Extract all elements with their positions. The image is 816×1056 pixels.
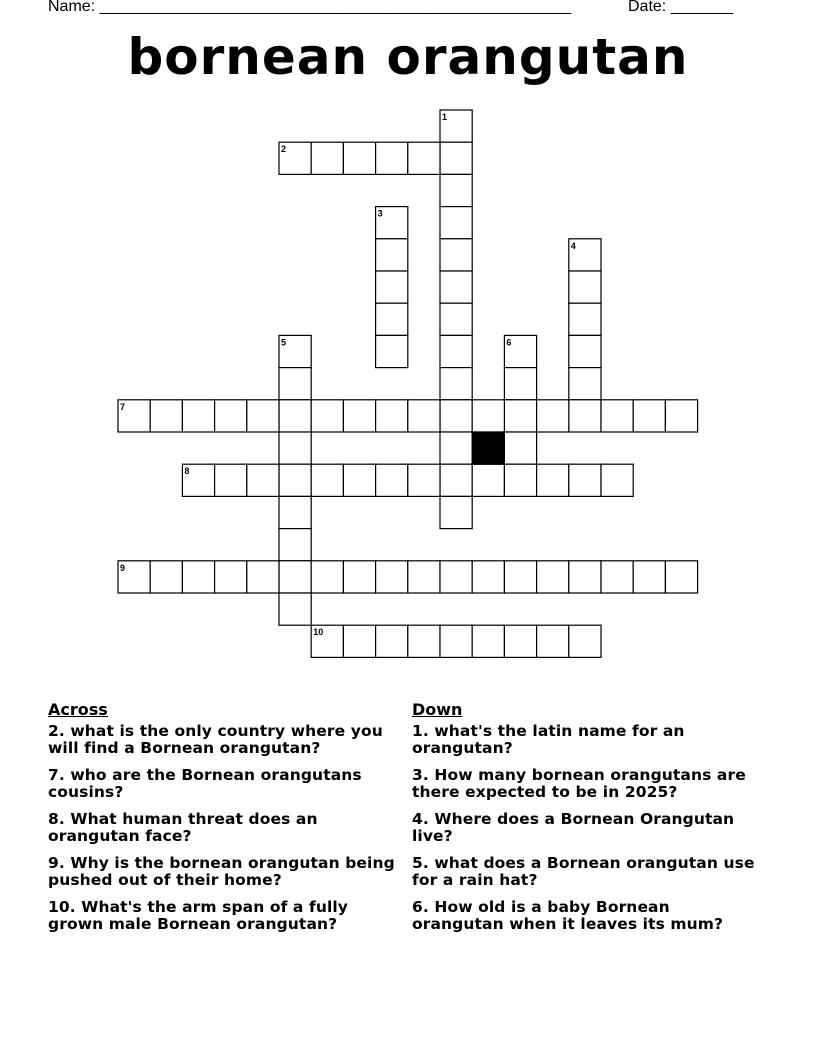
grid-cell[interactable] xyxy=(311,561,343,593)
clue-text: what is the only country where you will find a Bornean orangutan? xyxy=(48,722,383,757)
grid-cell[interactable] xyxy=(376,335,408,367)
grid-cell[interactable] xyxy=(537,625,569,657)
clue-across-7 xyxy=(48,767,398,801)
grid-cell[interactable] xyxy=(504,400,536,432)
clue-number: 1. xyxy=(412,722,429,740)
grid-cell[interactable] xyxy=(408,400,440,432)
clue-text: What's the arm span of a fully grown male Bornean orangutan? xyxy=(48,898,348,933)
clue-down-4 xyxy=(412,811,762,845)
clue-text: what's the latin name for an orangutan? xyxy=(412,722,685,757)
across-clues xyxy=(48,700,398,943)
grid-cell[interactable] xyxy=(665,561,697,593)
grid-cell[interactable] xyxy=(343,142,375,174)
grid-cell[interactable] xyxy=(215,464,247,496)
grid-cell[interactable] xyxy=(569,400,601,432)
header xyxy=(48,0,768,20)
clue-number-5: 5 xyxy=(281,337,287,348)
clue-across-10 xyxy=(48,899,398,933)
grid-cell[interactable] xyxy=(537,561,569,593)
grid-cell[interactable] xyxy=(311,464,343,496)
grid-cell[interactable] xyxy=(408,561,440,593)
grid-cell[interactable] xyxy=(569,271,601,303)
grid-cell[interactable] xyxy=(150,400,182,432)
clue-number-6: 6 xyxy=(506,337,512,348)
clue-number-1: 1 xyxy=(442,112,448,122)
grid-cell[interactable] xyxy=(311,142,343,174)
grid-cell[interactable] xyxy=(376,142,408,174)
clue-number: 3. xyxy=(412,766,429,784)
grid-cell[interactable] xyxy=(408,625,440,657)
grid-cell[interactable] xyxy=(440,625,472,657)
clue-text: Where does a Bornean Orangutan live? xyxy=(412,810,735,845)
grid-cell[interactable] xyxy=(504,368,536,400)
grid-cell[interactable] xyxy=(408,464,440,496)
grid-cell[interactable] xyxy=(504,335,536,367)
grid-cell[interactable] xyxy=(118,400,150,432)
grid-cell[interactable] xyxy=(440,174,472,206)
grid-cell[interactable] xyxy=(343,464,375,496)
grid-cell[interactable] xyxy=(118,561,150,593)
grid-cell[interactable] xyxy=(472,400,504,432)
grid-cell[interactable] xyxy=(569,303,601,335)
grid-cell[interactable] xyxy=(279,142,311,174)
grid-cell[interactable] xyxy=(440,303,472,335)
grid-cell[interactable] xyxy=(504,625,536,657)
clue-across-2 xyxy=(48,723,398,757)
grid-cell[interactable] xyxy=(247,561,279,593)
grid-cell[interactable] xyxy=(182,400,214,432)
grid-cell[interactable] xyxy=(279,432,311,464)
grid-cell[interactable] xyxy=(376,464,408,496)
grid-cell[interactable] xyxy=(279,335,311,367)
clue-number: 2. xyxy=(48,722,65,740)
grid-cell[interactable] xyxy=(376,561,408,593)
grid-cell[interactable] xyxy=(279,561,311,593)
grid-cell[interactable] xyxy=(569,239,601,271)
grid-cell[interactable] xyxy=(376,400,408,432)
grid-cell[interactable] xyxy=(247,464,279,496)
grid-cell[interactable] xyxy=(569,464,601,496)
grid-cell[interactable] xyxy=(376,239,408,271)
name-field[interactable]: Name: _____________________________________________________ xyxy=(48,0,572,15)
grid-cell[interactable] xyxy=(408,142,440,174)
clue-text: How old is a baby Bornean orangutan when it leaves its mum? xyxy=(412,898,724,933)
grid-cell[interactable] xyxy=(440,110,472,142)
clue-across-9 xyxy=(48,855,398,889)
grid-cell[interactable] xyxy=(182,561,214,593)
across-heading: Across xyxy=(48,700,108,719)
grid-cell[interactable] xyxy=(472,625,504,657)
grid-cell[interactable] xyxy=(537,464,569,496)
grid-cell[interactable] xyxy=(279,529,311,561)
clue-number: 8. xyxy=(48,810,65,828)
page-title: bornean orangutan xyxy=(127,28,689,86)
date-field[interactable]: Date: _______ xyxy=(628,0,733,15)
clue-number-3: 3 xyxy=(377,208,383,219)
grid-cell[interactable] xyxy=(601,400,633,432)
clue-text: How many bornean orangutans are there expected to be in 2025? xyxy=(412,766,746,801)
clue-text: what does a Bornean orangutan use for a rain hat? xyxy=(412,854,755,889)
clue-number-8: 8 xyxy=(184,466,190,477)
clue-text: who are the Bornean orangutans cousins? xyxy=(48,766,362,801)
clue-text: What human threat does an orangutan face? xyxy=(48,810,318,845)
grid-cell[interactable] xyxy=(440,142,472,174)
clue-number: 9. xyxy=(48,854,65,872)
grid-cell[interactable] xyxy=(537,400,569,432)
grid-cell[interactable] xyxy=(569,335,601,367)
grid-cell[interactable] xyxy=(633,400,665,432)
clue-number-9: 9 xyxy=(120,562,126,573)
grid-cell[interactable] xyxy=(215,561,247,593)
clue-text: Why is the bornean orangutan being pushed out of their home? xyxy=(48,854,395,889)
grid-cell[interactable] xyxy=(440,561,472,593)
clue-number: 10. xyxy=(48,898,76,916)
grid-cell[interactable] xyxy=(569,368,601,400)
grid-cell[interactable] xyxy=(633,561,665,593)
clue-number-10: 10 xyxy=(313,627,324,638)
clue-number: 7. xyxy=(48,766,65,784)
grid-cell[interactable] xyxy=(376,303,408,335)
clue-number-7: 7 xyxy=(120,401,126,412)
black-cell xyxy=(472,432,504,464)
grid-cell[interactable] xyxy=(504,432,536,464)
grid-cell[interactable] xyxy=(343,561,375,593)
clue-down-6 xyxy=(412,899,762,933)
grid-cell[interactable] xyxy=(150,561,182,593)
grid-cell[interactable] xyxy=(440,368,472,400)
grid-cell[interactable] xyxy=(279,464,311,496)
grid-cell[interactable] xyxy=(376,625,408,657)
grid-cell[interactable] xyxy=(182,464,214,496)
grid-cell[interactable] xyxy=(279,400,311,432)
grid-cell[interactable] xyxy=(440,207,472,239)
grid-cell[interactable] xyxy=(440,496,472,528)
down-clues xyxy=(412,700,762,943)
grid-cell[interactable] xyxy=(601,561,633,593)
clue-number: 4. xyxy=(412,810,429,828)
grid-cell[interactable] xyxy=(343,625,375,657)
grid-cell[interactable] xyxy=(376,207,408,239)
grid-cell[interactable] xyxy=(440,239,472,271)
grid-cell[interactable] xyxy=(440,432,472,464)
grid-cell[interactable] xyxy=(440,271,472,303)
clue-down-5 xyxy=(412,855,762,889)
grid-cell[interactable] xyxy=(440,464,472,496)
grid-cell[interactable] xyxy=(569,625,601,657)
grid-cell[interactable] xyxy=(472,464,504,496)
grid-cell[interactable] xyxy=(440,335,472,367)
grid-cell[interactable] xyxy=(569,561,601,593)
grid-cell[interactable] xyxy=(504,561,536,593)
grid-cell[interactable] xyxy=(376,271,408,303)
down-heading: Down xyxy=(412,700,463,719)
grid-cell[interactable] xyxy=(279,593,311,625)
grid-cell[interactable] xyxy=(665,400,697,432)
grid-cell[interactable] xyxy=(601,464,633,496)
grid-cell[interactable] xyxy=(247,400,279,432)
clue-down-1 xyxy=(412,723,762,757)
grid-cell[interactable] xyxy=(215,400,247,432)
clue-across-8 xyxy=(48,811,398,845)
grid-cell[interactable] xyxy=(472,561,504,593)
clue-number-2: 2 xyxy=(281,144,287,155)
clue-number: 6. xyxy=(412,898,429,916)
grid-cell[interactable] xyxy=(279,368,311,400)
clue-number: 5. xyxy=(412,854,429,872)
clue-number-4: 4 xyxy=(570,240,576,251)
grid-cell[interactable] xyxy=(311,625,343,657)
grid-cell[interactable] xyxy=(279,496,311,528)
grid-cell[interactable] xyxy=(504,464,536,496)
grid-cell[interactable] xyxy=(311,400,343,432)
grid-cell[interactable] xyxy=(440,400,472,432)
clue-down-3 xyxy=(412,767,762,801)
grid-cell[interactable] xyxy=(343,400,375,432)
